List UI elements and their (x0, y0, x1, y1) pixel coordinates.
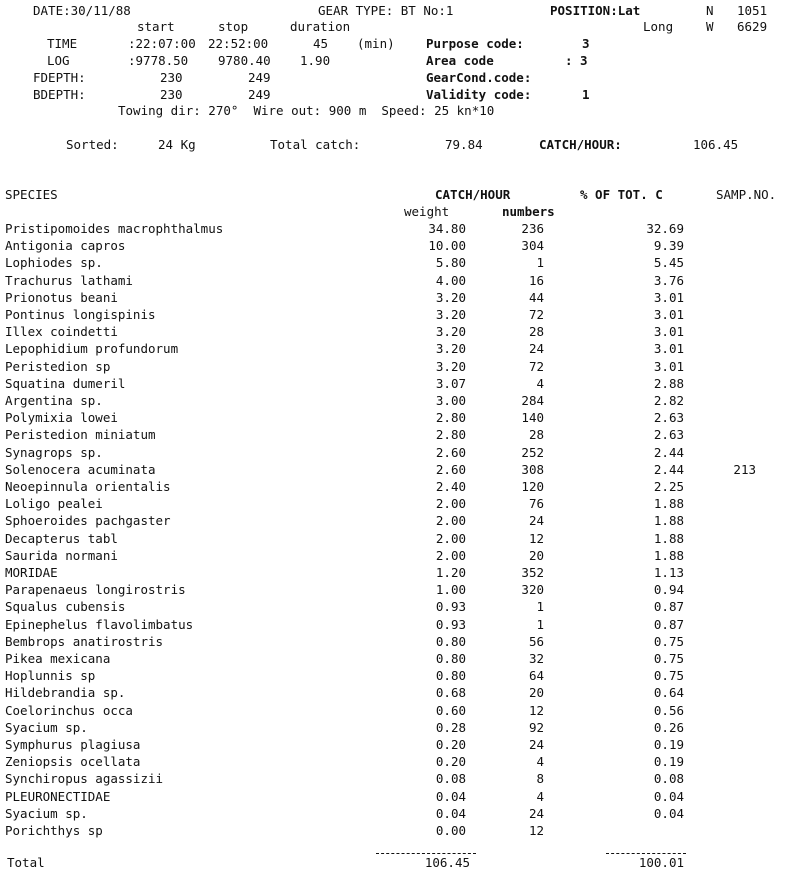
species-name: Coelorinchus occa (5, 702, 133, 718)
long-dir: W (706, 19, 714, 34)
table-row (0, 805, 800, 825)
lat-value: 1051 (737, 3, 768, 18)
purpose-label: Purpose code: (426, 36, 524, 51)
numbers-value: 236 (521, 221, 544, 236)
weight-value: 3.20 (435, 324, 466, 340)
species-name: Epinephelus flavolimbatus (5, 616, 194, 632)
pct-value: 3.76 (653, 272, 684, 288)
species-name: Squatina dumeril (5, 375, 126, 391)
numbers-value: 4 (536, 375, 544, 391)
bdepth-stop: 249 (248, 87, 271, 102)
species-name: Pikea mexicana (5, 651, 111, 666)
catch-hour-header: CATCH/HOUR (435, 187, 511, 202)
table-row (0, 825, 800, 842)
numbers-value: 32 (528, 651, 544, 666)
pct-value: 0.87 (653, 616, 684, 632)
pct-value: 1.13 (653, 565, 684, 580)
numbers-value: 1 (536, 255, 544, 271)
date-label: DATE:30/11/88 (33, 3, 131, 18)
pct-value: 0.04 (653, 805, 684, 821)
weight-value: 3.20 (435, 358, 466, 374)
weight-value: 5.80 (435, 255, 466, 271)
numbers-value: 16 (528, 272, 544, 288)
numbers-value: 28 (528, 427, 544, 443)
weight-total-rule (376, 853, 476, 854)
table-row (0, 687, 800, 704)
pct-value: 2.44 (653, 461, 684, 477)
species-name: Loligo pealei (5, 496, 103, 512)
numbers-value: 72 (528, 307, 544, 322)
pct-value: 3.01 (653, 358, 684, 374)
species-name: Zeniopsis ocellata (5, 754, 141, 770)
species-name: Lepophidium profundorum (5, 341, 179, 357)
weight-value: 0.28 (435, 719, 466, 735)
species-name: Illex coindetti (5, 324, 118, 340)
numbers-value: 120 (521, 479, 544, 494)
pct-header: % OF TOT. C (580, 187, 663, 202)
numbers-value: 76 (528, 496, 544, 512)
weight-value: 3.20 (435, 289, 466, 305)
species-name: Peristedion sp (5, 358, 111, 374)
numbers-value: 24 (528, 737, 544, 752)
long-label: Long (643, 19, 674, 34)
numbers-value: 252 (521, 444, 544, 460)
numbers-value: 12 (528, 530, 544, 546)
table-row (0, 515, 800, 532)
species-name: Porichthys sp (5, 823, 103, 838)
time-stop: 22:52:00 (208, 36, 269, 51)
species-name: Syacium sp. (5, 805, 88, 821)
pct-value: 0.19 (653, 737, 684, 752)
pct-value: 2.63 (653, 427, 684, 443)
numbers-value: 44 (528, 289, 544, 305)
species-name: Syacium sp. (5, 719, 88, 735)
towing-line: Towing dir: 270° Wire out: 900 m Speed: 25 kn*10 (118, 103, 495, 118)
species-name: Squalus cubensis (5, 599, 126, 615)
weight-value: 3.20 (435, 307, 466, 322)
weight-value: 0.20 (435, 737, 466, 752)
weight-value: 2.60 (435, 461, 466, 477)
weight-value: 2.80 (435, 410, 466, 426)
col-stop: stop (218, 19, 249, 34)
species-name: Hoplunnis sp (5, 668, 96, 684)
weight-value: 4.00 (435, 272, 466, 288)
pct-value: 2.88 (653, 375, 684, 391)
numbers-value: 28 (528, 324, 544, 340)
pct-total-rule (606, 853, 686, 854)
total-label: Total (7, 855, 45, 870)
numbers-value: 1 (536, 599, 544, 615)
weight-value: 0.04 (435, 788, 466, 804)
numbers-value: 308 (521, 461, 544, 477)
pct-value: 0.26 (653, 719, 684, 735)
numbers-value: 92 (528, 719, 544, 735)
pct-value: 3.01 (653, 341, 684, 357)
species-name: Decapterus tabl (5, 530, 118, 546)
pct-value: 0.75 (653, 651, 684, 666)
fdepth-start: 230 (160, 70, 183, 85)
numbers-value: 12 (528, 823, 544, 838)
pct-value: 5.45 (653, 255, 684, 271)
log-label: LOG (47, 53, 70, 68)
weight-value: 1.00 (435, 582, 466, 598)
fdepth-stop: 249 (248, 70, 271, 85)
species-name: MORIDAE (5, 565, 58, 580)
pct-value: 1.88 (653, 530, 684, 546)
samp-header: SAMP.NO. (716, 187, 777, 202)
numbers-value: 12 (528, 702, 544, 718)
weight-value: 2.00 (435, 496, 466, 512)
validity-value: 1 (582, 87, 590, 102)
species-name: Neoepinnula orientalis (5, 479, 171, 494)
table-row (0, 343, 800, 360)
weight-header: weight (404, 204, 450, 219)
pct-value: 0.04 (653, 788, 684, 804)
pct-value: 0.19 (653, 754, 684, 770)
weight-value: 0.80 (435, 633, 466, 649)
weight-value: 10.00 (428, 238, 466, 254)
species-name: Argentina sp. (5, 393, 103, 408)
area-label: Area code (426, 53, 494, 68)
numbers-value: 24 (528, 805, 544, 821)
pct-value: 1.88 (653, 547, 684, 563)
weight-value: 2.00 (435, 547, 466, 563)
pct-value: 0.75 (653, 668, 684, 684)
pct-value: 32.69 (646, 221, 684, 236)
total-weight: 106.45 (424, 855, 470, 870)
weight-value: 0.93 (435, 599, 466, 615)
species-header: SPECIES (5, 187, 58, 202)
numbers-value: 8 (536, 771, 544, 787)
pct-value: 2.44 (653, 444, 684, 460)
species-name: Synchiropus agassizii (5, 771, 164, 787)
total-pct: 100.01 (638, 855, 684, 870)
numbers-value: 64 (528, 668, 544, 684)
weight-value: 0.80 (435, 668, 466, 684)
species-name: Prionotus beani (5, 289, 118, 305)
pct-value: 2.25 (653, 479, 684, 494)
weight-value: 34.80 (428, 221, 466, 236)
numbers-value: 304 (521, 238, 544, 254)
weight-value: 0.04 (435, 805, 466, 821)
weight-value: 0.93 (435, 616, 466, 632)
species-name: Trachurus lathami (5, 272, 133, 288)
pct-value: 0.56 (653, 702, 684, 718)
table-row (0, 601, 800, 618)
log-stop: 9780.40 (218, 53, 271, 68)
numbers-value: 4 (536, 754, 544, 770)
species-name: Pristipomoides macrophthalmus (5, 221, 224, 236)
col-start: start (137, 19, 175, 34)
gear-type: GEAR TYPE: BT No:1 (318, 3, 454, 18)
numbers-value: 56 (528, 633, 544, 649)
species-name: Peristedion miniatum (5, 427, 156, 443)
numbers-value: 352 (521, 565, 544, 580)
log-duration: 1.90 (300, 53, 331, 68)
table-row (0, 257, 800, 274)
species-name: Synagrops sp. (5, 444, 103, 460)
weight-value: 3.00 (435, 393, 466, 408)
weight-value: 0.68 (435, 685, 466, 701)
weight-value: 0.08 (435, 771, 466, 787)
table-row (0, 429, 800, 446)
weight-value: 0.20 (435, 754, 466, 770)
area-value: : 3 (565, 53, 588, 68)
numbers-value: 24 (528, 341, 544, 357)
species-name: Symphurus plagiusa (5, 737, 141, 752)
weight-value: 3.20 (435, 341, 466, 357)
gearcond-label: GearCond.code: (426, 70, 532, 85)
col-duration: duration (290, 19, 351, 34)
pct-value: 2.63 (653, 410, 684, 426)
time-duration: 45 (313, 36, 329, 51)
weight-value: 3.07 (435, 375, 466, 391)
numbers-value: 140 (521, 410, 544, 426)
species-name: PLEURONECTIDAE (5, 788, 111, 804)
samp-value: 213 (733, 461, 756, 477)
table-row (0, 773, 800, 790)
pct-value: 3.01 (653, 307, 684, 322)
pct-value: 0.87 (653, 599, 684, 615)
weight-value: 0.00 (435, 823, 466, 838)
log-start: :9778.50 (128, 53, 189, 68)
numbers-header: numbers (502, 204, 555, 219)
weight-value: 2.80 (435, 427, 466, 443)
species-name: Lophiodes sp. (5, 255, 103, 271)
pct-value: 0.08 (653, 771, 684, 787)
species-name: Polymixia lowei (5, 410, 118, 426)
numbers-value: 320 (521, 582, 544, 598)
fdepth-label: FDEPTH: (33, 70, 86, 85)
pct-value: 1.88 (653, 496, 684, 512)
weight-value: 2.60 (435, 444, 466, 460)
species-name: Pontinus longispinis (5, 307, 156, 322)
purpose-value: 3 (582, 36, 590, 51)
lat-dir: N (706, 3, 714, 18)
weight-value: 2.40 (435, 479, 466, 494)
species-name: Solenocera acuminata (5, 461, 156, 477)
numbers-value: 72 (528, 358, 544, 374)
pct-value: 3.01 (653, 289, 684, 305)
pct-value: 1.88 (653, 513, 684, 529)
weight-value: 2.00 (435, 530, 466, 546)
pct-value: 0.94 (653, 582, 684, 598)
bdepth-start: 230 (160, 87, 183, 102)
total-catch-label: Total catch: (270, 137, 361, 152)
species-name: Sphoeroides pachgaster (5, 513, 171, 529)
species-name: Hildebrandia sp. (5, 685, 126, 701)
sorted-label: Sorted: (66, 137, 119, 152)
numbers-value: 1 (536, 616, 544, 632)
sorted-value: 24 Kg (158, 137, 196, 152)
pct-value: 0.64 (653, 685, 684, 701)
time-unit: (min) (357, 36, 395, 51)
numbers-value: 24 (528, 513, 544, 529)
species-name: Bembrops anatirostris (5, 633, 164, 649)
pct-value: 9.39 (653, 238, 684, 254)
weight-value: 0.60 (435, 702, 466, 718)
catch-hour-label: CATCH/HOUR: (539, 137, 622, 152)
long-value: 6629 (737, 19, 768, 34)
numbers-value: 284 (521, 393, 544, 408)
numbers-value: 20 (528, 547, 544, 563)
weight-value: 1.20 (435, 565, 466, 580)
validity-label: Validity code: (426, 87, 532, 102)
catch-hour-value: 106.45 (693, 137, 739, 152)
bdepth-label: BDEPTH: (33, 87, 86, 102)
time-label: TIME (47, 36, 78, 51)
total-catch-value: 79.84 (445, 137, 483, 152)
species-name: Parapenaeus longirostris (5, 582, 186, 598)
weight-value: 2.00 (435, 513, 466, 529)
weight-value: 0.80 (435, 651, 466, 666)
numbers-value: 20 (528, 685, 544, 701)
pct-value: 0.75 (653, 633, 684, 649)
numbers-value: 4 (536, 788, 544, 804)
time-start: :22:07:00 (128, 36, 196, 51)
position-label: POSITION:Lat (550, 3, 641, 18)
species-name: Antigonia capros (5, 238, 126, 254)
species-name: Saurida normani (5, 547, 118, 563)
pct-value: 3.01 (653, 324, 684, 340)
pct-value: 2.82 (653, 393, 684, 408)
